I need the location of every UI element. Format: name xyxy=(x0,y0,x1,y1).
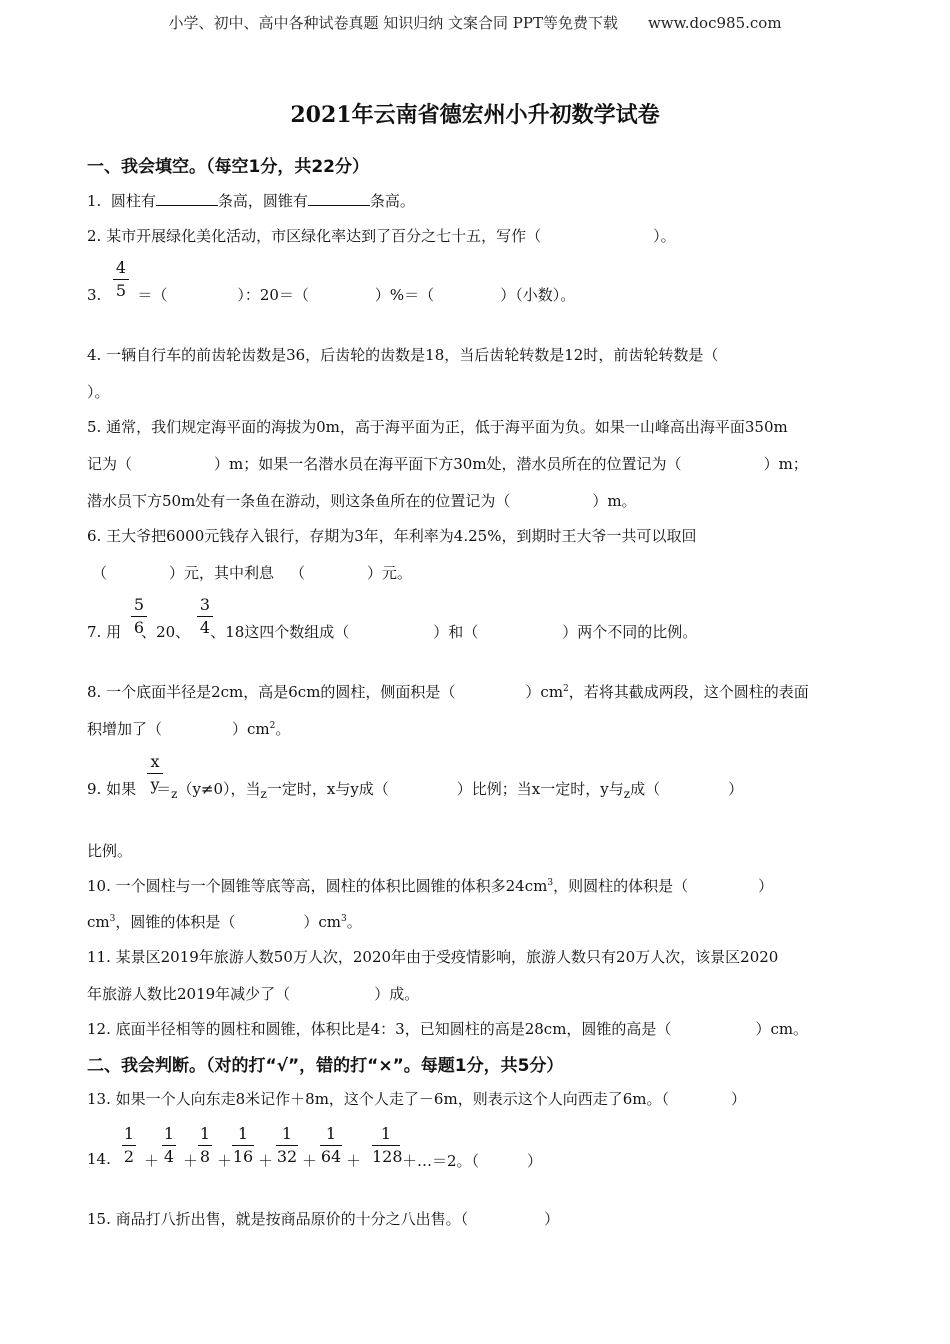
q5-text-a: 记为（ xyxy=(87,455,133,473)
fraction-bar xyxy=(122,1145,136,1146)
q14-frac-num: 1 xyxy=(199,1124,211,1143)
q7-text-c: 、18这四个数组成（ xyxy=(210,623,350,641)
q8-sup-2: 2 xyxy=(269,721,276,731)
q11-text-a: 年旅游人数比2019年减少了（ xyxy=(87,985,291,1003)
q9-text-e: ）比例；当x一定时，y与 xyxy=(456,780,624,798)
q9-z-1: z xyxy=(171,787,178,801)
q1-text-a: 圆柱有 xyxy=(110,192,156,210)
q14-frac-den: 8 xyxy=(199,1147,211,1166)
q10-text-g: 。 xyxy=(346,913,362,931)
q10-sup-3: 3 xyxy=(341,914,347,924)
section2-heading: 二、我会判断。（对的打“√”，错的打“×”。每题1分，共5分） xyxy=(87,1056,564,1076)
question-4-line-2: ）。 xyxy=(87,383,110,401)
fraction-bar xyxy=(162,1145,176,1146)
q9-text-c: （y≠0），当 xyxy=(177,780,261,798)
q8-text-b: ）cm xyxy=(525,683,564,701)
question-9-line-1 xyxy=(87,778,743,799)
q14-fraction xyxy=(162,1124,176,1167)
q3-text-a: ＝（ xyxy=(137,286,168,304)
q10-text-a: 10. 一个圆柱与一个圆锥等底等高，圆柱的体积比圆锥的体积多24cm xyxy=(87,877,548,895)
q1-text-b: 条高，圆锥有 xyxy=(217,192,308,210)
q6-text-c: （ xyxy=(290,564,306,582)
q14-end: ） xyxy=(527,1152,543,1170)
q9-text-d: 一定时，x与y成（ xyxy=(266,780,389,798)
q10-sup-1: 3 xyxy=(547,878,554,888)
q7-f1-num: 5 xyxy=(133,595,145,614)
question-14-tail xyxy=(402,1150,542,1171)
q9-text-g: ） xyxy=(728,780,744,798)
q13-text-a: 13. 如果一个人向东走8米记作＋8m，这个人走了－6m，则表示这个人向西走了6m。（ xyxy=(87,1090,669,1108)
q5-text-b: ）m；如果一名潜水员在海平面下方30m处，潜水员所在的位置记为（ xyxy=(214,455,682,473)
q8-sup-1: 2 xyxy=(563,684,569,694)
q7-text-e: ）两个不同的比例。 xyxy=(562,623,698,641)
q14-fraction xyxy=(276,1124,298,1167)
q14-fraction xyxy=(232,1124,254,1167)
fraction-bar xyxy=(372,1145,400,1146)
question-9-line-2: 比例。 xyxy=(87,842,133,860)
q14-frac-den: 32 xyxy=(276,1147,298,1166)
q6-text-a: （ xyxy=(92,564,108,582)
q15-text-b: ） xyxy=(544,1210,560,1228)
q9-f-den: y xyxy=(150,775,160,794)
question-11-line-1: 11. 某景区2019年旅游人数50万人次，2020年由于受疫情影响，旅游人数只有20万人次，该景区2020 xyxy=(87,948,779,966)
q14-fraction xyxy=(372,1124,403,1167)
question-15 xyxy=(87,1208,559,1229)
q3-text-c: ）%＝（ xyxy=(374,286,435,304)
q1-blank-2[interactable] xyxy=(308,191,370,206)
q2-end: ）。 xyxy=(653,227,676,245)
q9-z-3: z xyxy=(623,787,631,801)
q14-fraction xyxy=(122,1124,136,1167)
fraction-bar xyxy=(147,773,163,774)
q9-text-b: ＝ xyxy=(156,780,172,798)
page-title: 2021年云南省德宏州小升初数学试卷 xyxy=(290,102,660,128)
q10-text-d: cm xyxy=(87,913,110,931)
q14-frac-den: 64 xyxy=(320,1147,342,1166)
header-site: www.doc985.com xyxy=(647,14,782,32)
question-6-line-2 xyxy=(92,562,412,583)
q7-f1-den: 6 xyxy=(133,618,145,637)
q14-frac-den: 2 xyxy=(123,1147,135,1166)
q12-text-b: ）cm。 xyxy=(755,1020,809,1038)
question-5-line-2 xyxy=(87,453,808,474)
question-10-line-1 xyxy=(87,875,773,896)
question-13 xyxy=(87,1088,746,1109)
q14-frac-den: 16 xyxy=(232,1147,254,1166)
question-7 xyxy=(87,621,697,642)
q8-text-a: 8. 一个底面半径是2cm，高是6cm的圆柱，侧面积是（ xyxy=(87,683,456,701)
fraction-bar xyxy=(232,1145,254,1146)
question-3 xyxy=(87,284,575,305)
q3-text-b: ）：20＝（ xyxy=(237,286,309,304)
q12-text-a: 12. 底面半径相等的圆柱和圆锥，体积比是4：3，已知圆柱的高是28cm，圆锥的高是（ xyxy=(87,1020,672,1038)
fraction-bar xyxy=(198,1145,212,1146)
q14-plus-sign: ＋ xyxy=(183,1152,199,1170)
q3-text-d: ）（小数）。 xyxy=(500,286,576,304)
q14-frac-num: 1 xyxy=(325,1124,337,1143)
q1-num: 1. xyxy=(87,192,102,210)
fraction-bar xyxy=(113,279,129,280)
q14-plus-sign: ＋ xyxy=(217,1152,233,1170)
q14-plus-sign: ＋ xyxy=(302,1152,318,1170)
q14-frac-num: 1 xyxy=(163,1124,175,1143)
q2-text: 2. 某市开展绿化美化活动，市区绿化率达到了百分之七十五，写作（ xyxy=(87,227,542,245)
q8-text-d: 积增加了（ xyxy=(87,720,163,738)
q8-text-f: 。 xyxy=(275,720,291,738)
question-12 xyxy=(87,1018,808,1039)
q8-text-c: ，若将其截成两段，这个圆柱的表面 xyxy=(568,683,809,701)
q7-f2-num: 3 xyxy=(199,595,211,614)
q7-f2-den: 4 xyxy=(199,618,211,637)
q7-text-d: ）和（ xyxy=(433,623,479,641)
q7-text-b: 、20、 xyxy=(141,623,191,641)
q3-num: 3. xyxy=(87,286,102,304)
q10-sup-2: 3 xyxy=(109,914,116,924)
section1-heading: 一、我会填空。（每空1分，共22分） xyxy=(87,157,369,177)
q15-text-a: 15. 商品打八折出售，就是按商品原价的十分之八出售。（ xyxy=(87,1210,469,1228)
q14-frac-den: 128 xyxy=(372,1147,403,1166)
q14-frac-den: 4 xyxy=(163,1147,175,1166)
question-8-line-1 xyxy=(87,681,809,702)
q3-frac-num: 4 xyxy=(115,258,127,277)
q6-text-b: ）元，其中利息 xyxy=(169,564,275,582)
question-2 xyxy=(87,225,676,246)
question-14-num: 14. xyxy=(87,1150,111,1168)
header-text: 小学、初中、高中各种试卷真题 知识归纳 文案合同 PPT等免费下载 xyxy=(168,14,618,32)
q9-z-2: z xyxy=(260,787,267,801)
question-8-line-2 xyxy=(87,718,290,739)
q9-text-f: 成（ xyxy=(630,780,661,798)
q9-f-num: x xyxy=(150,752,160,771)
q10-text-f: ）cm xyxy=(303,913,341,931)
q14-frac-num: 1 xyxy=(281,1124,293,1143)
q14-frac-num: 1 xyxy=(380,1124,392,1143)
question-5-line-1: 5. 通常，我们规定海平面的海拔为0m，高于海平面为正，低于海平面为负。如果一山峰高出海平面350m xyxy=(87,418,788,436)
q10-text-c: ） xyxy=(758,877,774,895)
page-header xyxy=(0,12,950,33)
question-11-line-2 xyxy=(87,983,419,1004)
fraction-bar xyxy=(320,1145,342,1146)
q14-fraction xyxy=(320,1124,342,1167)
q1-blank-1[interactable] xyxy=(156,191,218,206)
q14-fraction xyxy=(198,1124,212,1167)
q13-text-b: ） xyxy=(730,1090,746,1108)
q14-tail: ＋…＝2。（ xyxy=(402,1152,480,1170)
fraction-bar xyxy=(197,616,213,617)
q6-text-d: ）元。 xyxy=(367,564,413,582)
q8-text-e: ）cm xyxy=(232,720,270,738)
fraction-bar xyxy=(131,616,147,617)
question-5-line-3 xyxy=(87,490,637,511)
q10-text-b: ，则圆柱的体积是（ xyxy=(553,877,689,895)
question-10-line-2 xyxy=(87,911,362,932)
q14-frac-num: 1 xyxy=(237,1124,249,1143)
fraction-bar xyxy=(276,1145,298,1146)
q11-text-b: ）成。 xyxy=(374,985,420,1003)
q14-plus-sign: ＋ xyxy=(258,1152,274,1170)
q10-text-e: ，圆锥的体积是（ xyxy=(115,913,236,931)
question-1 xyxy=(87,190,415,211)
q14-plus-sign: ＋ xyxy=(346,1152,362,1170)
q1-text-c: 条高。 xyxy=(369,192,415,210)
q3-frac-den: 5 xyxy=(115,281,127,300)
question-4-line-1: 4. 一辆自行车的前齿轮齿数是36，后齿轮的齿数是18，当后齿轮转数是12时，前齿轮转数是（ xyxy=(87,346,719,364)
q14-plus-sign: ＋ xyxy=(144,1152,160,1170)
q7-text-a: 7. 用 xyxy=(87,623,122,641)
q5-text-c: ）m； xyxy=(763,455,808,473)
question-6-line-1: 6. 王大爷把6000元钱存入银行，存期为3年，年利率为4.25%，到期时王大爷一共可以取回 xyxy=(87,527,697,545)
q5-text-d: 潜水员下方50m处有一条鱼在游动，则这条鱼所在的位置记为（ xyxy=(87,492,511,510)
q5-text-e: ）m。 xyxy=(592,492,637,510)
q9-text-a: 9. 如果 xyxy=(87,780,137,798)
q14-frac-num: 1 xyxy=(123,1124,135,1143)
